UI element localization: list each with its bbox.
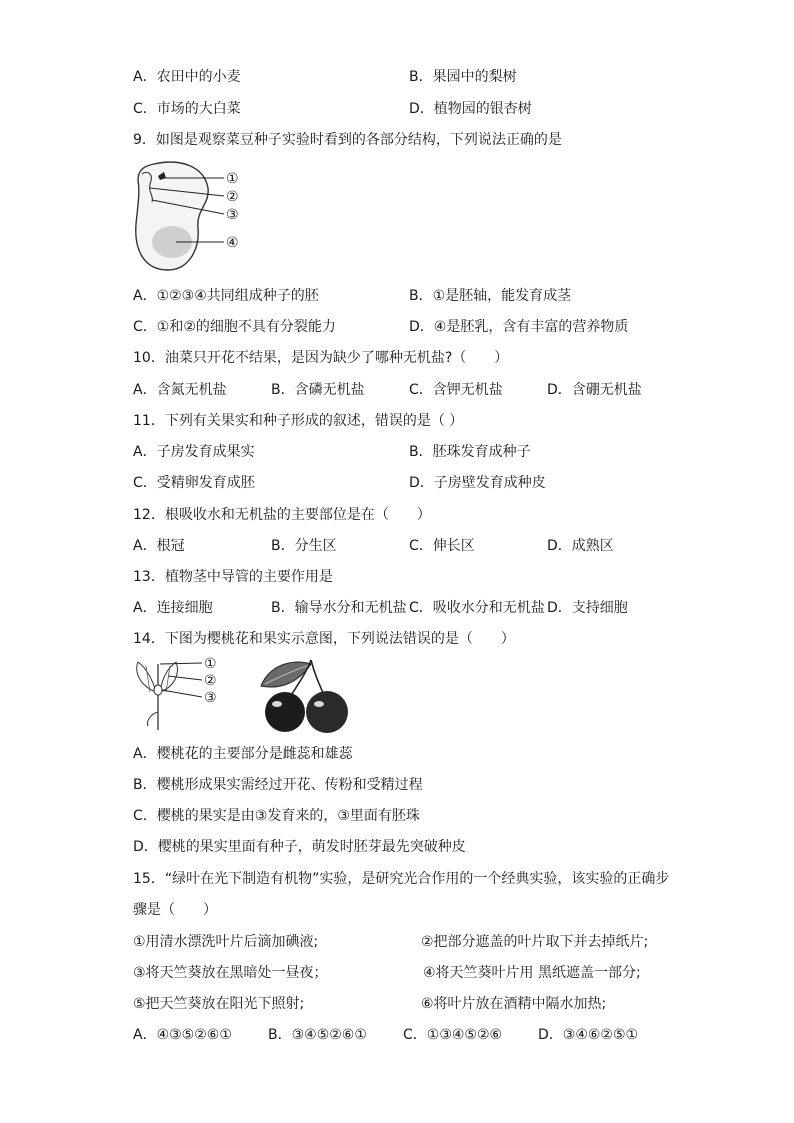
q15-step-3: ③将天竺葵放在黑暗处一昼夜； (133, 965, 328, 981)
flower-label-2: ② (204, 673, 217, 689)
q12-stem: 12．根吸收水和无机盐的主要部位是在（ ） (133, 507, 431, 523)
q12-option-d: D．成熟区 (547, 538, 614, 554)
q11-option-a: A．子房发育成果实 (133, 444, 255, 460)
flower-ovary (154, 685, 162, 695)
q10-option-c: C．含钾无机盐 (409, 382, 503, 398)
q9-option-d: D．④是胚乳，含有丰富的营养物质 (409, 319, 629, 335)
q15-option-b: B．③④⑤②⑥① (268, 1027, 367, 1043)
q15-option-a: A．④③⑤②⑥① (133, 1027, 232, 1043)
q12-option-b: B．分生区 (271, 538, 337, 554)
q14-option-b: B．樱桃形成果实需经过开花、传粉和受精过程 (133, 777, 423, 793)
seed-label-4: ④ (226, 235, 239, 251)
q9-option-a: A．①②③④共同组成种子的胚 (133, 288, 319, 304)
seed-label-1: ① (226, 171, 239, 187)
seed-label-3: ③ (226, 207, 239, 223)
q13-option-b: B．输导水分和无机盐 (271, 600, 407, 616)
seed-label-2: ② (226, 189, 239, 205)
q10-option-d: D．含硼无机盐 (547, 382, 642, 398)
q14-stem: 14．下图为樱桃花和果实示意图，下列说法错误的是（ ） (133, 631, 515, 647)
flower-label-3: ③ (204, 690, 217, 706)
q10-option-a: A．含氮无机盐 (133, 382, 227, 398)
q15-stem-line2: 骤是（ ） (133, 902, 217, 918)
q15-step-5: ⑤把天竺葵放在阳光下照射; (133, 996, 305, 1012)
cherry-flower-figure (128, 652, 224, 732)
q15-option-c: C．①③④⑤②⑥ (403, 1027, 503, 1043)
q11-option-c: C．受精卵发育成胚 (133, 475, 255, 491)
q9-stem: 9．如图是观察菜豆种子实验时看到的各部分结构，下列说法正确的是 (133, 132, 562, 148)
q11-option-b: B．胚珠发育成种子 (409, 444, 531, 460)
q13-option-d: D．支持细胞 (547, 600, 628, 616)
q15-step-2: ②把部分遮盖的叶片取下并去掉纸片; (421, 934, 649, 950)
q13-option-a: A．连接细胞 (133, 600, 213, 616)
q8-option-a: A．农田中的小麦 (133, 69, 241, 85)
q15-step-1: ①用清水漂洗叶片后滴加碘液; (133, 934, 319, 950)
q9-option-c: C．①和②的细胞不具有分裂能力 (133, 319, 336, 335)
q12-option-c: C．伸长区 (409, 538, 475, 554)
cherry-fruit-right (306, 691, 348, 733)
cherry-fruit-left (265, 692, 305, 732)
q15-stem-line1: 15．“绿叶在光下制造有机物”实验，是研究光合作用的一个经典实验，该实验的正确步 (133, 871, 670, 887)
q14-option-d: D．樱桃的果实里面有种子，萌发时胚芽最先突破种皮 (133, 839, 466, 855)
bean-seed-figure (128, 158, 250, 274)
q15-option-d: D．③④⑥②⑤① (538, 1027, 639, 1043)
q9-option-b: B．①是胚轴，能发育成茎 (409, 288, 572, 304)
q8-option-c: C．市场的大白菜 (133, 101, 241, 117)
q10-option-b: B．含磷无机盐 (271, 382, 365, 398)
q11-stem: 11．下列有关果实和种子形成的叙述，错误的是（ ） (133, 413, 464, 429)
q12-option-a: A．根冠 (133, 538, 185, 554)
q10-stem: 10．油菜只开花不结果，是因为缺少了哪种无机盐?（ ） (133, 350, 509, 366)
q11-option-d: D．子房壁发育成种皮 (409, 475, 546, 491)
q13-option-c: C．吸收水分和无机盐 (409, 600, 545, 616)
q13-stem: 13．植物茎中导管的主要作用是 (133, 569, 333, 585)
q14-option-c: C．樱桃的果实是由③发育来的，③里面有胚珠 (133, 808, 420, 824)
flower-label-1: ① (204, 656, 217, 672)
cherry-fruit-figure (255, 652, 355, 734)
q14-option-a: A．樱桃花的主要部分是雌蕊和雄蕊 (133, 746, 353, 762)
q8-option-d: D．植物园的银杏树 (409, 101, 532, 117)
q15-step-6: ⑥将叶片放在酒精中隔水加热; (421, 996, 607, 1012)
q15-step-4: ④将天竺葵叶片用 黑纸遮盖一部分; (423, 965, 641, 981)
q8-option-b: B．果园中的梨树 (409, 69, 517, 85)
